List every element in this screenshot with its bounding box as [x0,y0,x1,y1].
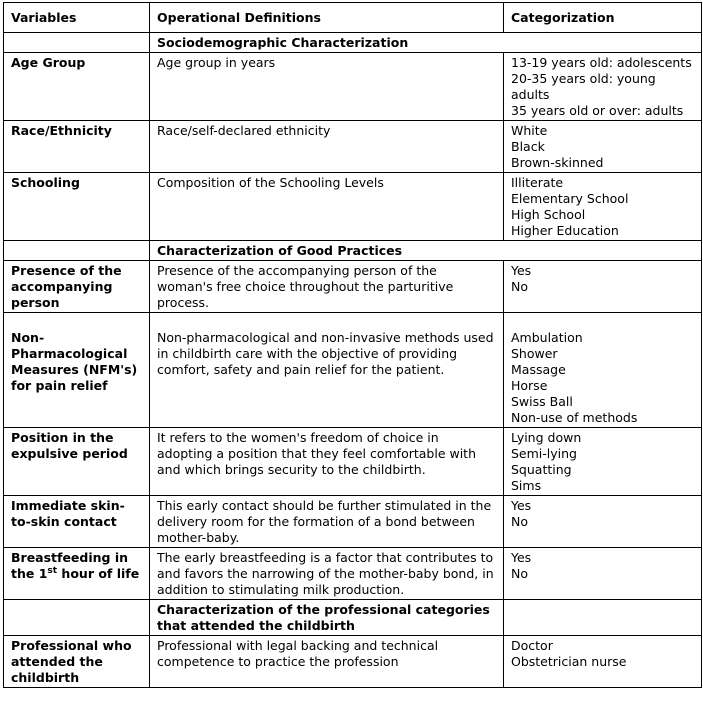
table-row [4,121,702,173]
variable-cell: Breastfeeding in the 1st hour of life [4,548,150,600]
variables-table [3,2,702,688]
variable-cell: Professional who attended the childbirth [4,636,150,688]
section-title: Characterization of the professional categories that attended the childbirth [150,600,504,636]
header-categorization: Categorization [504,3,702,33]
categories-cell [504,496,702,548]
category-item: Elementary School [511,191,629,206]
category-item: Massage [511,362,566,377]
variable-cell: Position in the expulsive period [4,428,150,496]
category-item: Shower [511,346,558,361]
variable-cell: Age Group [4,53,150,121]
table-row [4,313,702,428]
categories-cell [504,548,702,600]
categories-cell [504,428,702,496]
table-row [4,53,702,121]
category-item: Sims [511,478,542,493]
category-item: Swiss Ball [511,394,573,409]
category-item: 35 years old or over: adults [511,103,684,118]
category-item: Non-use of methods [511,410,638,425]
table-row [4,173,702,241]
section-title: Sociodemographic Characterization [150,33,702,53]
definition-cell: Age group in years [150,53,504,121]
category-item: White [511,123,548,138]
category-item: Squatting [511,462,572,477]
section-row [4,600,702,636]
definition-cell: Professional with legal backing and technical competence to practice the profession [150,636,504,688]
category-item: No [511,514,528,529]
category-item: No [511,566,528,581]
category-item: Higher Education [511,223,619,238]
category-item: 13-19 years old: adolescents [511,55,692,70]
variable-cell: Presence of the accompanying person [4,261,150,313]
category-item: Ambulation [511,330,583,345]
category-item: Obstetrician nurse [511,654,627,669]
categories-cell [504,173,702,241]
header-variables: Variables [4,3,150,33]
table-row [4,496,702,548]
definition-cell: Race/self-declared ethnicity [150,121,504,173]
table-row [4,261,702,313]
category-item: Illiterate [511,175,564,190]
section-title: Characterization of Good Practices [150,241,702,261]
categories-cell [504,636,702,688]
table-row [4,548,702,600]
category-item: Lying down [511,430,582,445]
category-item: Yes [511,263,532,278]
category-item: Doctor [511,638,553,653]
category-item: Brown-skinned [511,155,604,170]
variable-cell: Race/Ethnicity [4,121,150,173]
definition-cell: This early contact should be further stimulated in the delivery room for the formation of a bond between mother-baby. [150,496,504,548]
section-row [4,241,702,261]
variable-cell: Schooling [4,173,150,241]
category-item: Yes [511,550,532,565]
variable-cell: Immediate skin-to-skin contact [4,496,150,548]
category-item: No [511,279,528,294]
table-header-row [4,3,702,33]
category-item: Horse [511,378,548,393]
definition-cell: The early breastfeeding is a factor that contributes to and favors the narrowing of the mother-baby bond, in addition to stimulating milk production. [150,548,504,600]
definition-cell: Presence of the accompanying person of the woman's free choice throughout the parturitive process. [150,261,504,313]
category-item: 20-35 years old: young adults [511,71,656,102]
categories-cell [504,121,702,173]
table-row [4,636,702,688]
category-item: Yes [511,498,532,513]
header-definitions: Operational Definitions [150,3,504,33]
categories-cell [504,53,702,121]
categories-cell [504,261,702,313]
definition-cell: Non-pharmacological and non-invasive methods used in childbirth care with the objective of providing comfort, safety and pain relief for the patient. [150,313,504,428]
definition-cell: Composition of the Schooling Levels [150,173,504,241]
categories-cell [504,313,702,428]
table-row [4,428,702,496]
definition-cell: It refers to the women's freedom of choice in adopting a position that they feel comfortable with and which brings security to the childbirth. [150,428,504,496]
category-item: Black [511,139,545,154]
section-row [4,33,702,53]
category-item: High School [511,207,586,222]
variable-cell: Non-Pharmacological Measures (NFM's) for pain relief [4,313,150,428]
category-item: Semi-lying [511,446,577,461]
